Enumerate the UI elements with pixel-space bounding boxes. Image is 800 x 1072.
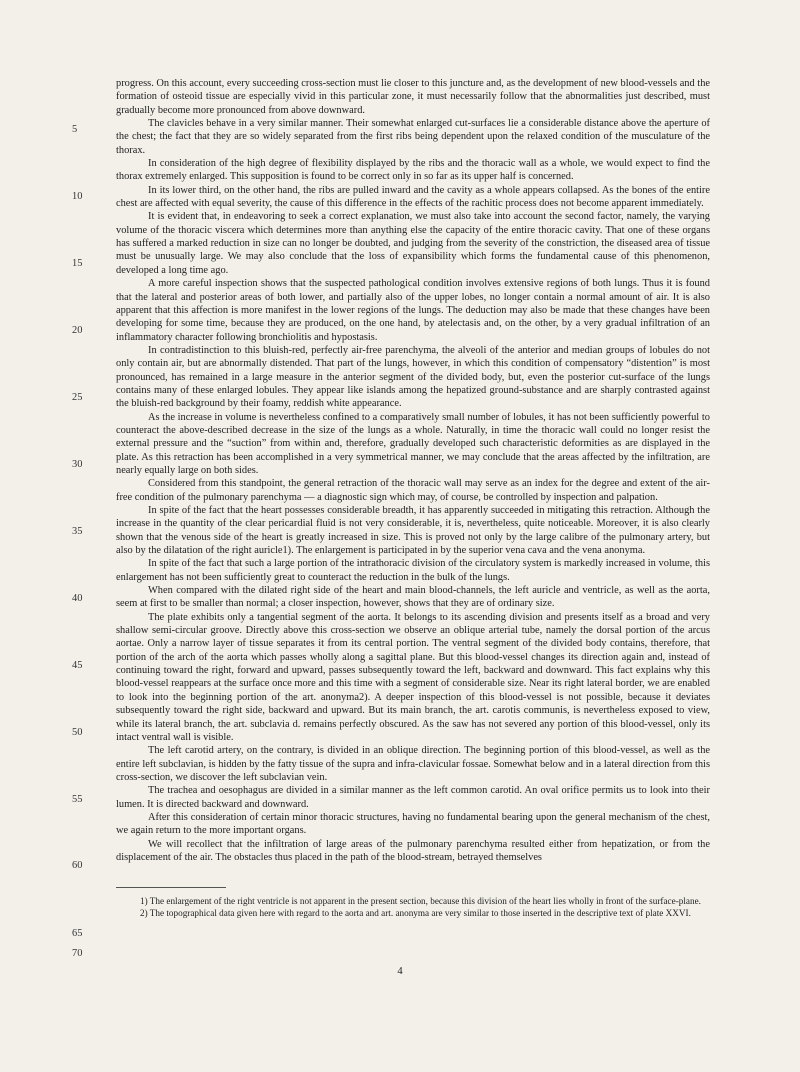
line-number: 30: [72, 459, 83, 470]
body-text: [116, 77, 710, 864]
line-number: 25: [72, 392, 83, 403]
line-number: 55: [72, 794, 83, 805]
paragraph: In its lower third, on the other hand, the ribs are pulled inward and the cavity as a whole appears collapsed. As the bones of the entire chest are affected with equal severity, the cause of this difference in the effects of the rachitic process does not become apparent immediately.: [116, 184, 710, 210]
page-number: 4: [397, 966, 403, 977]
paragraph: It is evident that, in endeavoring to seek a correct explanation, we must also take into account the second factor, namely, the varying volume of the thoracic viscera which determines more than anything else the capacity of the entire thoracic cavity. That one of these organs has suffered a marked reduction in size can no longer be doubted, and judging from the severity of the constriction, the diseased area of tissue must be unusually large. We may also conclude that the loss of expansibility which forms the fundamental cause of this phenomenon, developed a long time ago.: [116, 211, 710, 276]
paragraph: As the increase in volume is nevertheless confined to a comparatively small number of lobules, it has not been sufficiently powerful to counteract the above-described decrease in the size of the lungs as a whole. Naturally, in time the thoracic wall could no longer resist the external pressure and the “suction” from within and, therefore, gradually developed such characteristic deformities as are displayed in the plate. As this retraction has been accomplished in a very symmetrical manner, we may conclude that the areas affected by the infiltration, are nearly equally large on both sides.: [116, 411, 710, 476]
line-number: 70: [72, 948, 83, 959]
paragraph: progress. On this account, every succeeding cross-section must lie closer to this juncture and, as the development of new blood-vessels and the formation of osteoid tissue are especially vivid in this particular zone, it must necessarily follow that the abnormalities just described, must gradually become more pronounced from above downward.: [116, 78, 710, 116]
line-number: 10: [72, 191, 83, 202]
line-number: 40: [72, 593, 83, 604]
paragraph: When compared with the dilated right side of the heart and main blood-channels, the left auricle and ventricle, as well as the aorta, seem at first to be smaller than normal; a closer inspection, however, shows that they are of ordinary size.: [116, 585, 710, 610]
footnote-divider: [116, 887, 226, 888]
paragraph: The left carotid artery, on the contrary, is divided in an oblique direction. The beginning portion of this blood-vessel, as well as the entire left subclavian, is hidden by the fatty tissue of the supra and infra-clavicular fossae. Somewhat below and in a lateral direction from this cross-section, we discover the left subclavian vein.: [116, 745, 710, 783]
footnote: 2) The topographical data given here with regard to the aorta and art. anonyma are very similar to those inserted in the descriptive text of plate XXVI.: [140, 908, 691, 919]
line-number: 65: [72, 928, 83, 939]
paragraph: After this consideration of certain minor thoracic structures, having no fundamental bearing upon the general mechanism of the chest, we again return to the more important organs.: [116, 811, 710, 837]
paragraph: The clavicles behave in a very similar manner. Their somewhat enlarged cut-surfaces lie a considerable distance above the aperture of the chest; the fact that they are so widely separated from the first ribs being dependent upon the relaxed condition of the musculature of the thorax.: [116, 118, 710, 156]
line-number: 60: [72, 860, 83, 871]
footnotes: [116, 895, 710, 919]
line-number: 45: [72, 660, 83, 671]
paragraph: A more careful inspection shows that the suspected pathological condition involves extensive regions of both lungs. Thus it is found that the lateral and posterior areas of both lower, and partially also of the upper lobes, no longer contain a normal amount of air. It is also apparent that this affection is more manifest in the lower regions of the lungs. The deduction may also be made that these changes have been developing for some time, because they are produced, on the one hand, by atelectasis and, on the other, by a very gradual infiltration of an inflammatory character following bronchiolitis and hypostasis.: [116, 278, 710, 343]
paragraph: Considered from this standpoint, the general retraction of the thoracic wall may serve as an index for the degree and extent of the air-free condition of the pulmonary parenchyma — a diagnostic sign which may, of course, be controlled by inspection and palpation.: [116, 478, 710, 503]
paragraph: In spite of the fact that such a large portion of the intrathoracic division of the circulatory system is markedly increased in volume, this enlargement has not been sufficiently great to counteract the reduction in the bulk of the lungs.: [116, 558, 710, 583]
line-number: 20: [72, 325, 83, 336]
paragraph: The plate exhibits only a tangential segment of the aorta. It belongs to its ascending division and presents itself as a broad and very shallow semi-circular groove. Directly above this cross-section we observe an oblique arterial tube, namely the dorsal portion of the arcus aortae. Only a narrow layer of tissue separates it from its central portion. The ventral segment of the divided body contains, therefore, that portion of the arch of the aorta which passes wholly along a sagittal plane. But this blood-vessel changes its direction again and, instead of continuing toward the right, forward and upward, passes subsequently toward the left, backward and downward. This fact explains why this blood-vessel reappears at the surface once more and this time with a segment of considerable size. Near its right lateral border, we are enabled to look into the beginning portion of the art. anonyma2). A deeper inspection of this blood-vessel is not possible, because it deviates subsequently toward the right side, backward and upward. But its main branch, the art. carotis communis, is nevertheless exposed to view, while its lateral branch, the art. subclavia d. remains perfectly obscured. As the saw has not severed any portion of this blood-vessel, only its intact ventral wall is visible.: [116, 611, 710, 743]
line-number: 35: [72, 526, 83, 537]
line-number: 15: [72, 258, 83, 269]
paragraph: We will recollect that the infiltration of large areas of the pulmonary parenchyma resulted either from hepatization, or from the displacement of the air. The obstacles thus placed in the path of the blood-stream, betrayed themselves: [116, 838, 710, 863]
line-number: 50: [72, 727, 83, 738]
paragraph: In spite of the fact that the heart possesses considerable breadth, it has apparently succeeded in mitigating this retraction. Although the increase in the quantity of the clear pericardial fluid is not very considerable, it is, nevertheless, quite noticeable. Moreover, it is also clearly shown that the venous side of the heart is greatly increased in size. This is proved not only by the large calibre of the pulmonary artery, but also by the dilatation of the right auricle1). The enlargement is participated in by the superior vena cava and the vena anonyma.: [116, 505, 710, 557]
paragraph: In consideration of the high degree of flexibility displayed by the ribs and the thoracic wall as a whole, we would expect to find the thorax extremely enlarged. This supposition is found to be correct only in so far as its upper half is concerned.: [116, 158, 710, 183]
paragraph: In contradistinction to this bluish-red, perfectly air-free parenchyma, the alveoli of the anterior and median groups of lobules do not only contain air, but are abnormally distended. That part of the lungs, however, in which this condition of compensatory “distention” is most pronounced, has remained in a large measure in the anterior segment of the divided body, but, even the posterior cut-surface of the lungs contains many of these enlarged lobules. They appear like islands among the hepatized ground-substance and are sharply contrasted against the bluish-red background by their foamy, reddish white appearance.: [116, 344, 710, 410]
line-number: 5: [72, 124, 78, 135]
paragraph: The trachea and oesophagus are divided in a similar manner as the left common carotid. An oval orifice permits us to look into their lumen. It is directed backward and downward.: [116, 785, 710, 810]
footnote: 1) The enlargement of the right ventricle is not apparent in the present section, because this division of the heart lies wholly in front of the surface-plane.: [140, 896, 701, 906]
